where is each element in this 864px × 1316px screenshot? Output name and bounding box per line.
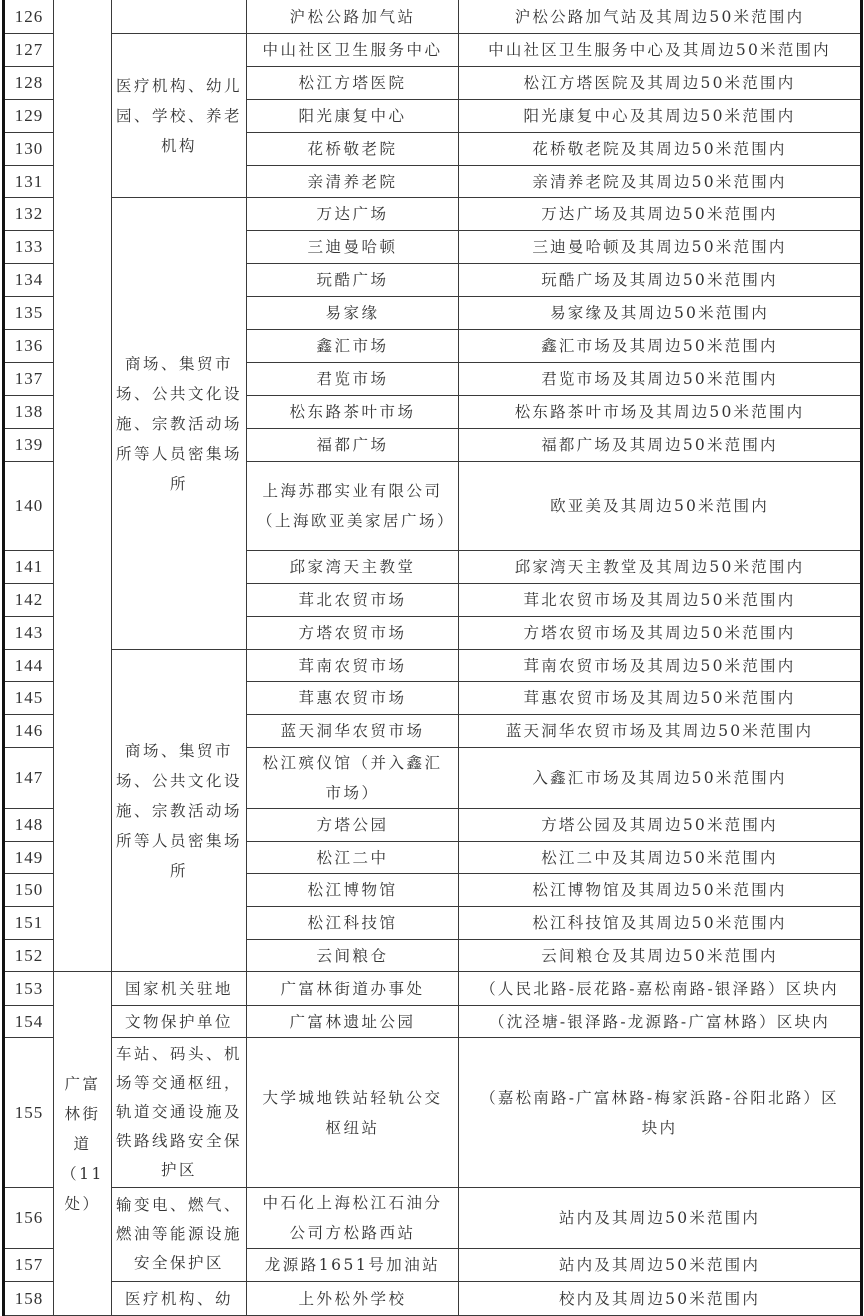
location-cell: 广富林街道办事处: [247, 972, 459, 1006]
category-cell: 车站、码头、机场等交通枢纽，轨道交通设施及铁路线路安全保护区: [112, 1038, 247, 1188]
location-cell: 龙源路1651号加油站: [247, 1249, 459, 1282]
location-cell: 茸惠农贸市场: [247, 682, 459, 715]
location-cell: 邱家湾天主教堂: [247, 551, 459, 584]
row-number: 157: [4, 1249, 54, 1282]
row-number: 148: [4, 809, 54, 842]
range-cell: 蓝天洞华农贸市场及其周边50米范围内: [459, 715, 862, 748]
location-cell: 松江博物馆: [247, 874, 459, 907]
row-number: 138: [4, 396, 54, 429]
table-row: [4, 1282, 862, 1316]
row-number: 130: [4, 133, 54, 166]
location-cell: 亲清养老院: [247, 166, 459, 198]
range-cell: 站内及其周边50米范围内: [459, 1188, 862, 1249]
row-number: 141: [4, 551, 54, 584]
location-cell: 松东路茶叶市场: [247, 396, 459, 429]
row-number: 147: [4, 748, 54, 809]
table-row: [4, 1006, 862, 1038]
location-cell: 方塔农贸市场: [247, 617, 459, 650]
location-cell: 松江二中: [247, 842, 459, 874]
row-number: 149: [4, 842, 54, 874]
range-cell: 松江科技馆及其周边50米范围内: [459, 907, 862, 940]
row-number: 129: [4, 100, 54, 133]
range-cell: 阳光康复中心及其周边50米范围内: [459, 100, 862, 133]
street-cell-guangfulin: 广富林街道（11处）: [54, 972, 112, 1316]
row-number: 126: [4, 0, 54, 34]
category-cell: 医疗机构、幼儿园、学校、养老机构: [112, 34, 247, 198]
range-cell: 云间粮仓及其周边50米范围内: [459, 940, 862, 972]
range-cell: 邱家湾天主教堂及其周边50米范围内: [459, 551, 862, 584]
row-number: 128: [4, 67, 54, 100]
location-cell: 福都广场: [247, 429, 459, 462]
row-number: 142: [4, 584, 54, 617]
row-number: 150: [4, 874, 54, 907]
range-cell: 中山社区卫生服务中心及其周边50米范围内: [459, 34, 862, 67]
row-number: 145: [4, 682, 54, 715]
range-cell: 花桥敬老院及其周边50米范围内: [459, 133, 862, 166]
row-number: 139: [4, 429, 54, 462]
table-row: [4, 1188, 862, 1249]
range-cell: 亲清养老院及其周边50米范围内: [459, 166, 862, 198]
range-cell: 茸南农贸市场及其周边50米范围内: [459, 650, 862, 682]
location-cell: 花桥敬老院: [247, 133, 459, 166]
location-cell: 万达广场: [247, 198, 459, 231]
category-cell: 输变电、燃气、燃油等能源设施安全保护区: [112, 1188, 247, 1282]
location-cell: 茸北农贸市场: [247, 584, 459, 617]
location-cell: 方塔公园: [247, 809, 459, 842]
range-cell: 松东路茶叶市场及其周边50米范围内: [459, 396, 862, 429]
location-cell: 上海苏郡实业有限公司（上海欧亚美家居广场）: [247, 462, 459, 551]
table-row: [4, 972, 862, 1006]
location-cell: 松江方塔医院: [247, 67, 459, 100]
range-cell: 松江博物馆及其周边50米范围内: [459, 874, 862, 907]
location-cell: 易家缘: [247, 297, 459, 330]
range-cell: 易家缘及其周边50米范围内: [459, 297, 862, 330]
range-cell: （嘉松南路-广富林路-梅家浜路-谷阳北路）区块内: [459, 1038, 862, 1188]
range-cell: 三迪曼哈顿及其周边50米范围内: [459, 231, 862, 264]
range-cell: 沪松公路加气站及其周边50米范围内: [459, 0, 862, 34]
category-cell: 商场、集贸市场、公共文化设施、宗教活动场所等人员密集场所: [112, 650, 247, 972]
location-cell: 松江殡仪馆（并入鑫汇市场）: [247, 748, 459, 809]
restricted-area-table: [2, 0, 863, 1316]
row-number: 152: [4, 940, 54, 972]
location-cell: 阳光康复中心: [247, 100, 459, 133]
range-cell: 方塔农贸市场及其周边50米范围内: [459, 617, 862, 650]
range-cell: （人民北路-辰花路-嘉松南路-银泽路）区块内: [459, 972, 862, 1006]
row-number: 127: [4, 34, 54, 67]
range-cell: 站内及其周边50米范围内: [459, 1249, 862, 1282]
row-number: 143: [4, 617, 54, 650]
table-row: [4, 0, 862, 34]
location-cell: 沪松公路加气站: [247, 0, 459, 34]
row-number: 133: [4, 231, 54, 264]
table-row: [4, 198, 862, 231]
row-number: 131: [4, 166, 54, 198]
location-cell: 茸南农贸市场: [247, 650, 459, 682]
row-number: 140: [4, 462, 54, 551]
location-cell: 广富林遗址公园: [247, 1006, 459, 1038]
range-cell: 万达广场及其周边50米范围内: [459, 198, 862, 231]
category-cell: 商场、集贸市场、公共文化设施、宗教活动场所等人员密集场所: [112, 198, 247, 650]
range-cell: 松江方塔医院及其周边50米范围内: [459, 67, 862, 100]
range-cell: （沈泾塘-银泽路-龙源路-广富林路）区块内: [459, 1006, 862, 1038]
row-number: 144: [4, 650, 54, 682]
location-cell: 三迪曼哈顿: [247, 231, 459, 264]
row-number: 153: [4, 972, 54, 1006]
range-cell: 君览市场及其周边50米范围内: [459, 363, 862, 396]
row-number: 151: [4, 907, 54, 940]
category-cell: 文物保护单位: [112, 1006, 247, 1038]
row-number: 155: [4, 1038, 54, 1188]
location-cell: 云间粮仓: [247, 940, 459, 972]
row-number: 154: [4, 1006, 54, 1038]
row-number: 136: [4, 330, 54, 363]
location-cell: 中山社区卫生服务中心: [247, 34, 459, 67]
range-cell: 茸北农贸市场及其周边50米范围内: [459, 584, 862, 617]
row-number: 134: [4, 264, 54, 297]
table-row: [4, 1038, 862, 1188]
location-cell: 君览市场: [247, 363, 459, 396]
range-cell: 松江二中及其周边50米范围内: [459, 842, 862, 874]
location-cell: 大学城地铁站轻轨公交枢纽站: [247, 1038, 459, 1188]
location-cell: 蓝天洞华农贸市场: [247, 715, 459, 748]
range-cell: 校内及其周边50米范围内: [459, 1282, 862, 1316]
row-number: 132: [4, 198, 54, 231]
location-cell: 上外松外学校: [247, 1282, 459, 1316]
location-cell: 中石化上海松江石油分公司方松路西站: [247, 1188, 459, 1249]
range-cell: 欧亚美及其周边50米范围内: [459, 462, 862, 551]
range-cell: 茸惠农贸市场及其周边50米范围内: [459, 682, 862, 715]
location-cell: 松江科技馆: [247, 907, 459, 940]
range-cell: 方塔公园及其周边50米范围内: [459, 809, 862, 842]
location-cell: 玩酷广场: [247, 264, 459, 297]
row-number: 137: [4, 363, 54, 396]
category-cell: [112, 0, 247, 34]
category-cell: 医疗机构、幼: [112, 1282, 247, 1316]
row-number: 135: [4, 297, 54, 330]
table-row: [4, 34, 862, 67]
category-cell: 国家机关驻地: [112, 972, 247, 1006]
range-cell: 鑫汇市场及其周边50米范围内: [459, 330, 862, 363]
street-cell: [54, 0, 112, 972]
location-cell: 鑫汇市场: [247, 330, 459, 363]
range-cell: 福都广场及其周边50米范围内: [459, 429, 862, 462]
table-row: [4, 650, 862, 682]
row-number: 146: [4, 715, 54, 748]
range-cell: 玩酷广场及其周边50米范围内: [459, 264, 862, 297]
row-number: 158: [4, 1282, 54, 1316]
range-cell: 入鑫汇市场及其周边50米范围内: [459, 748, 862, 809]
row-number: 156: [4, 1188, 54, 1249]
